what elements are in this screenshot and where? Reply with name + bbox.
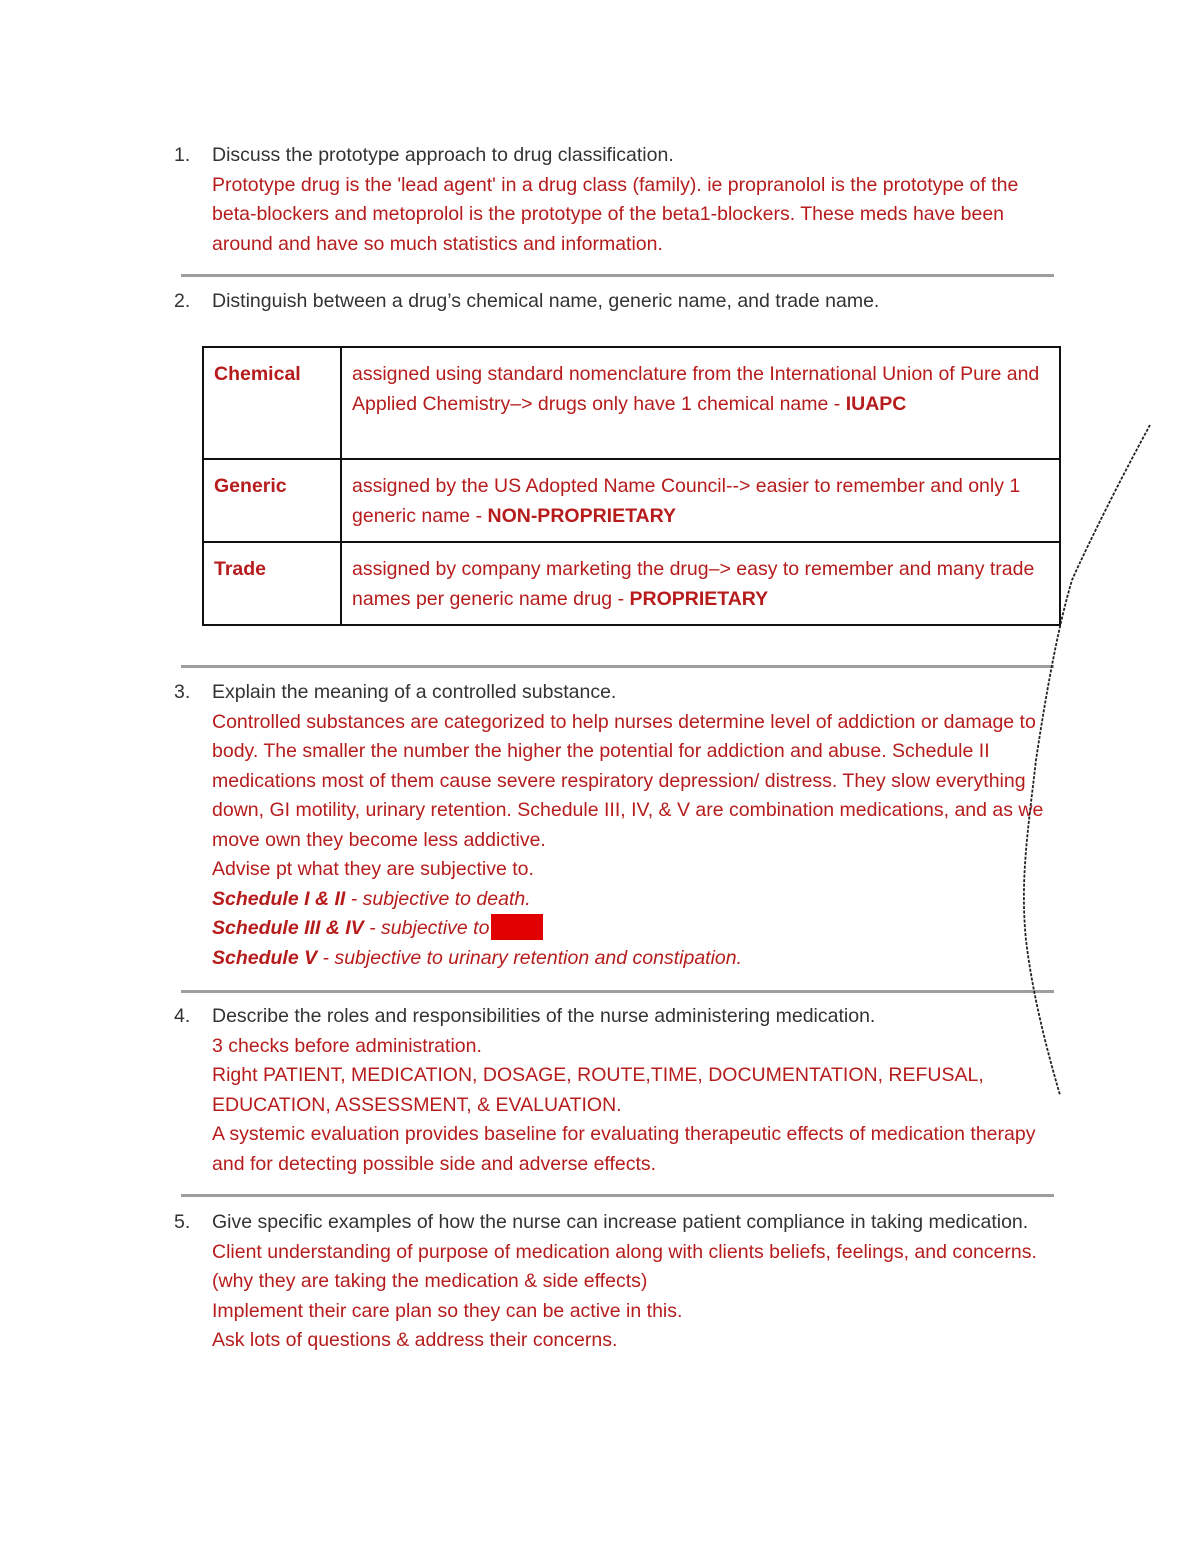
question-text: Discuss the prototype approach to drug classification. [212, 144, 674, 166]
answer-text: Controlled substances are categorized to help nurses determine level of addiction or damage to body. The smaller the number the higher the potential for addiction and abuse. Schedule II medications most of them cause severe respiratory depression/ distress. They slow everything down, GI motility, urinary retention. Schedule III, IV, & V are combination medications, and as we move own they become less addictive. [212, 710, 1044, 851]
question-number: 3. [174, 681, 191, 703]
answer-text: Ask lots of questions & address their concerns. [212, 1329, 618, 1351]
answer-text: Right PATIENT, MEDICATION, DOSAGE, ROUTE,TIME, DOCUMENTATION, REFUSAL, EDUCATION, ASSESSMENT, & EVALUATION. [212, 1064, 984, 1116]
pen-stroke [1024, 425, 1150, 1095]
question-text: Describe the roles and responsibilities of the nurse administering medication. [212, 1005, 876, 1027]
definition-emphasis: PROPRIETARY [629, 587, 769, 610]
schedule-label: Schedule V [212, 946, 318, 969]
question-number: 1. [174, 144, 191, 166]
advice-text: Advise pt what they are subjective to. [212, 858, 534, 880]
schedule-text: - subjective to urinary retention and constipation. [317, 946, 743, 969]
definition-text: assigned by company marketing the drug–> easy to remember and many trade names per generic name drug - [352, 558, 1035, 610]
answer-text: Client understanding of purpose of medication along with clients beliefs, feelings, and concerns. (why they are taking the medication & side effects) [212, 1240, 1037, 1292]
answer-text: Implement their care plan so they can be active in this. [212, 1299, 683, 1322]
term-cell: Generic [203, 459, 341, 542]
question-text: Distinguish between a drug’s chemical name, generic name, and trade name. [212, 290, 880, 312]
answer-text: 3 checks before administration. [212, 1034, 482, 1057]
schedule-label: Schedule I & II [212, 887, 346, 910]
schedule-text: - subjective to death. [345, 887, 531, 910]
question-number: 4. [174, 1005, 191, 1027]
question-text: Explain the meaning of a controlled substance. [212, 681, 617, 703]
definition-text: assigned using standard nomenclature from the International Union of Pure and Applied Chemistry–> drugs only have 1 chemical name - [352, 363, 1040, 415]
term-cell: Chemical [203, 347, 341, 459]
definition-text: assigned by the US Adopted Name Council--> easier to remember and only 1 generic name - [352, 475, 1021, 527]
answer-text: Prototype drug is the 'lead agent' in a drug class (family). ie propranolol is the prototype of the beta-blockers and metoprolol is the prototype of the beta1-blockers. These meds have been around and have so much statistics and information. [212, 173, 1019, 255]
schedule-label: Schedule III & IV [212, 917, 364, 939]
question-number: 2. [174, 290, 191, 312]
question-text: Give specific examples of how the nurse can increase patient compliance in taking medication. [212, 1211, 1029, 1233]
definition-emphasis: NON-PROPRIETARY [487, 504, 676, 527]
question-number: 5. [174, 1211, 191, 1233]
definition-emphasis: IUAPC [845, 392, 907, 415]
term-cell: Trade [203, 542, 341, 625]
answer-text: A systemic evaluation provides baseline for evaluating therapeutic effects of medication therapy and for detecting possible side and adverse effects. [212, 1123, 1036, 1175]
schedule-text: - subjective to [363, 917, 490, 939]
